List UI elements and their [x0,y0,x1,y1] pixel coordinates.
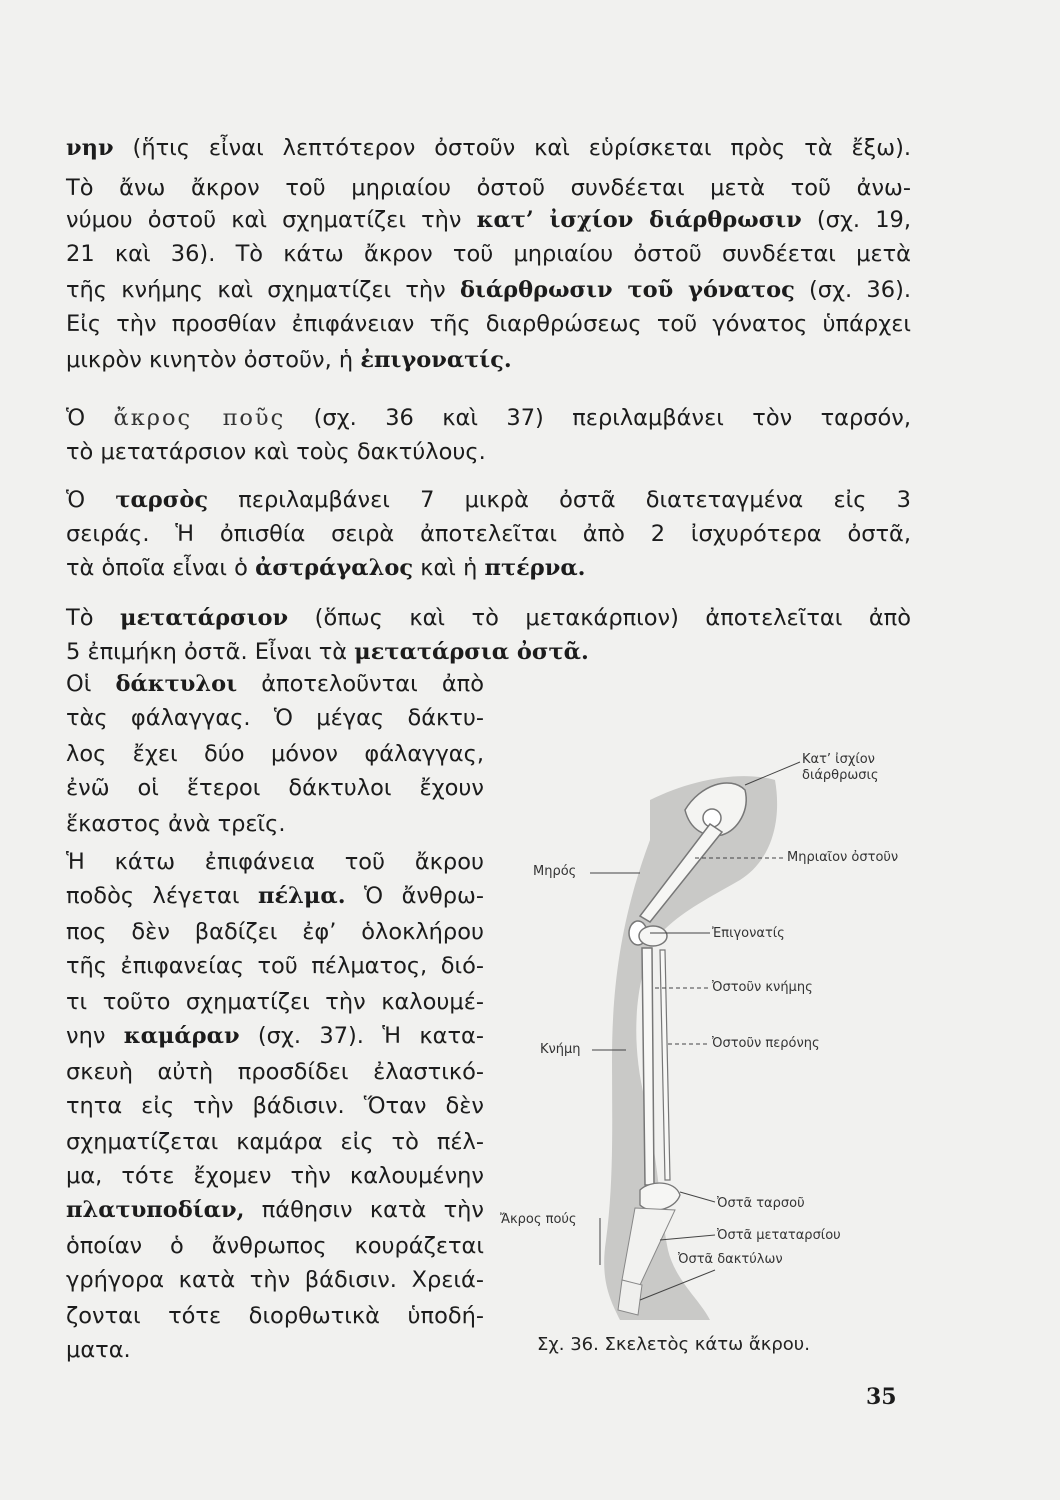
text-line: νύμου ὀστοῦ καὶ σχηματίζει τὴν κατ’ ἰσχίον διάρθρωσιν (σχ. 19, [66,207,911,233]
label-hip-joint: Κατ’ ἰσχίον [802,752,875,767]
column-line: νην καμάραν (σχ. 37). Ἡ κατα- [66,1023,484,1049]
text-line: 21 καὶ 36). Τὸ κάτω ἄκρον τοῦ μηριαίου ὀστοῦ συνδέεται μετὰ [66,241,911,267]
text-line: Εἰς τὴν προσθίαν ἐπιφάνειαν τῆς διαρθρώσεως τοῦ γόνατος ὑπάρχει [66,311,911,337]
column-line: Οἱ δάκτυλοι ἀποτελοῦνται ἀπὸ [66,671,484,697]
phalange-bones [618,1280,642,1315]
column-line: ἐνῶ οἱ ἕτεροι δάκτυλοι ἔχουν [66,775,484,801]
text-line: τῆς κνήμης καὶ σχηματίζει τὴν διάρθρωσιν τοῦ γόνατος (σχ. 36). [66,277,911,303]
column-line: τὰς φάλαγγας. Ὁ μέγας δάκτυ- [66,705,484,731]
label-hip-joint-2: διάρθρωσις [802,768,879,783]
label-phalanges: Ὀστᾶ δακτύλων [678,1252,783,1267]
label-femur-bone: Μηριαῖον ὀστοῦν [787,850,899,865]
column-line: τι τοῦτο σχηματίζει τὴν καλουμέ- [66,989,484,1015]
label-patella: Ἐπιγονατίς [712,926,785,941]
label-foot: Ἄκρος πούς [500,1212,577,1227]
column-line: πλατυποδίαν, πάθησιν κατὰ τὴν [66,1197,484,1223]
figure-caption: Σχ. 36. Σκελετὸς κάτω ἄκρου. [537,1334,810,1355]
text-line: τὸ μετατάρσιον καὶ τοὺς δακτύλους. [66,439,486,465]
label-shin: Κνήμη [540,1042,581,1057]
knee-joint [639,926,667,946]
column-line: πος δὲν βαδίζει ἐφ’ ὁλοκλήρου [66,919,484,945]
text-line: Τὸ μετατάρσιον (ὅπως καὶ τὸ μετακάρπιον) ἀποτελεῖται ἀπὸ [66,605,911,631]
tarsal-bones [640,1183,680,1210]
column-line: ματα. [66,1337,131,1363]
label-tibia: Ὀστοῦν κνήμης [712,980,813,995]
tibia-bone [642,948,654,1185]
text-line: σειράς. Ἡ ὀπισθία σειρὰ ἀποτελεῖται ἀπὸ 2 ἰσχυρότερα ὀστᾶ, [66,521,911,547]
text-line: τὰ ὁποῖα εἶναι ὁ ἀστράγαλος καὶ ἡ πτέρνα. [66,555,586,581]
text-line: Ὁ ἄκρος ποῦς (σχ. 36 καὶ 37) περιλαμβάνει τὸν ταρσόν, [66,405,911,431]
fibula-bone [660,950,670,1180]
column-line: σκευὴ αὐτὴ προσδίδει ἐλαστικό- [66,1059,484,1085]
text-line: νην (ἥτις εἶναι λεπτότερον ὀστοῦν καὶ εὑρίσκεται πρὸς τὰ ἔξω). [66,135,911,161]
column-line: Ἡ κάτω ἐπιφάνεια τοῦ ἄκρου [66,849,484,875]
column-line: ζονται τότε διορθωτικὰ ὑποδή- [66,1303,484,1329]
column-line: ὁποίαν ὁ ἄνθρωπος κουράζεται [66,1233,484,1259]
label-metatarsus: Ὀστᾶ μεταταρσίου [717,1228,841,1243]
column-line: σχηματίζεται καμάρα εἰς τὸ πέλ- [66,1129,484,1155]
column-line: ἕκαστος ἀνὰ τρεῖς. [66,811,286,837]
column-line: ποδὸς λέγεται πέλμα. Ὁ ἄνθρω- [66,883,484,909]
column-line: μα, τότε ἔχομεν τὴν καλουμένην [66,1163,484,1189]
text-line: μικρὸν κινητὸν ὀστοῦν, ἡ ἐπιγονατίς. [66,347,512,373]
leg-skeleton-figure [500,740,920,1320]
text-line: Ὁ ταρσὸς περιλαμβάνει 7 μικρὰ ὀστᾶ διατεταγμένα εἰς 3 [66,487,911,513]
hip-joint [703,809,721,827]
column-line: γρήγορα κατὰ τὴν βάδισιν. Χρειά- [66,1267,484,1293]
text-line: Τὸ ἄνω ἄκρον τοῦ μηριαίου ὀστοῦ συνδέεται μετὰ τοῦ ἀνω- [66,175,911,201]
leg-skeleton-illustration [500,740,920,1320]
label-tarsus: Ὀστᾶ ταρσοῦ [717,1196,805,1211]
label-thigh: Μηρός [533,864,577,879]
label-fibula: Ὀστοῦν περόνης [712,1036,820,1051]
column-line: λος ἔχει δύο μόνον φάλαγγας, [66,741,484,767]
column-line: τῆς ἐπιφανείας τοῦ πέλματος, διό- [66,953,484,979]
column-line: τητα εἰς τὴν βάδισιν. Ὅταν δὲν [66,1093,484,1119]
page-number: 35 [866,1384,897,1410]
text-line: 5 ἐπιμήκη ὀστᾶ. Εἶναι τὰ μετατάρσια ὀστᾶ. [66,639,589,665]
